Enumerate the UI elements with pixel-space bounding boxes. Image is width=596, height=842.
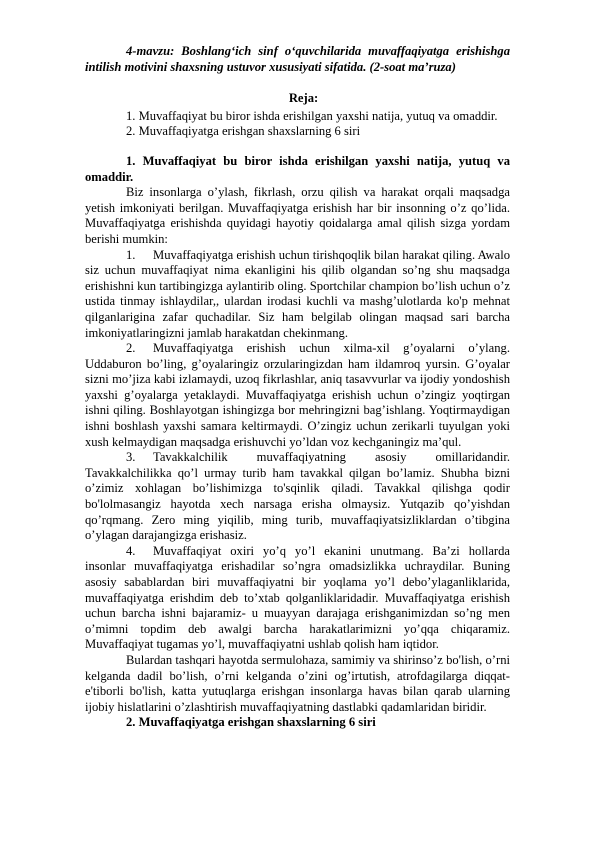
lecture-title: 4-mavzu: Boshlang‘ich sinf o‘quvchilarida muvaffaqiyatga erishishga intilish motivini shaxsning ustuvor xususiyati sifatida. (2-soat ma’ruza) <box>85 44 510 74</box>
rule-text: Muvaffaqiyat oxiri yo’q yo’l ekanini unutmang. Ba’zi hollarda insonlar muvaffaqiyatga erishadilar so’ngra omadsizlikka uchraydilar. Buning asosiy sabablardan biri muvaffaqiyatni bir yoqlama yo’l debo’ylaganliklarida, muvaffaqiyatga erishdim deb to’xtab qolganliklaridadir. Muvaffaqiyatga erishish uchun barcha ishni bajaramiz- u muayyan darajaga erishganimizdan so’ng men o’mimni topdim deb awalgi barcha harakatlarimizni yo’qqa chiqaramiz. Muvaffaqiyat tugamas yo’l, muvaffaqiyatni ushlab qolish ham iqtidor. <box>85 543 510 652</box>
section-1-intro: Biz insonlarga o’ylash, fikrlash, orzu qilish va harakat orqali maqsadga yetish imkoniyati berilgan. Muvaffaqiyatga erishish har bir insonning o’z qo’lida. Muvaffaqiyatga erishishda quyidagi hayotiy qoidalarga amal qilish sizga yordam berishi mumkin: <box>85 185 510 246</box>
closing-paragraph: Bulardan tashqari hayotda sermulohaza, samimiy va shirinso’z bo'lish, o’rni kelganda dadil bo’lish, o’rni kelganda o’zini og’irtutish, atrofdagilarga diqqat-e'tiborli bo'lish, katta yutuqlarga erishgan insonlarga havas bilan qarab ularning ijobiy hislatlarini o’zlashtirish muvaffaqiyatning dastlabki qadamlaridan biridir. <box>85 652 510 714</box>
rule-number: 1. <box>126 247 136 262</box>
rule-text: Muvaffaqiyatga erishish uchun xilma-xil g’oyalarni o’ylang. Uddaburon bo’ling, g’oyalaringiz orzularingizdan ham ildamroq yursin. G’oyalar sizni mo’jiza kabi izlamaydi, uzoq fikrlashlar, aniq tasavvurlar va ijodiy yondoshish yaxshi g’oyalarga yetaklaydi. Muvaffaqiyatga erishish uchun o’zingiz yoqtirgan ishni qiling. Boshlayotgan ishingizga bor mehringizni bag’ishlang. Yoqtirmaydigan ishni boshlash yaxshi samara keltirmaydi. O’zingiz uchun zerikarli tuyulgan yoki xush kelmaydigan maqsadga erishuvchi yo’ldan voz kechganingiz ma’qul. <box>85 341 510 449</box>
rule-text: Tavakkalchilik muvaffaqiyatning asosiy omillaridandir. Tavakkalchilikka qo’l urmay turib ham tavakkal qilgan bo’lamiz. Shubha bizni o’zimiz xohlagan bo’lishimizga to'sqinlik qiladi. Tavakkal qilishga qodir bo'lolmasangiz hayotda xech narsaga erisha olmaysiz. Yutqazib qo’yishdan qo’rqmang. Zero ming yiqilib, ming turib, muvaffaqiyatsizliklardan o’tibgina o’ylagan darajangizga erishasiz. <box>85 450 510 543</box>
document-page <box>85 44 510 731</box>
plan-item: 1. Muvaffaqiyat bu biror ishda erishilgan yaxshi natija, yutuq va omaddir. <box>126 108 498 123</box>
rule-paragraph-3 <box>85 450 510 544</box>
rule-number: 2. <box>126 341 136 356</box>
section-1-title: 1. Muvaffaqiyat bu biror ishda erishilgan yaxshi natija, yutuq va omaddir. <box>85 153 510 184</box>
rule-paragraph-4 <box>85 544 510 653</box>
rule-paragraph-2 <box>85 341 510 450</box>
plan-heading: Reja: <box>288 91 319 106</box>
rule-number: 3. <box>126 450 136 465</box>
rule-text: Muvaffaqiyatga erishish uchun tirishqoqlik bilan harakat qiling. Awalo siz uchun muvaffaqiyat nima ekanligini his qilib olgandan so’ng shu maqsadga erishishni kun tartibingizga aylantirib oling. Sportchilar champion bo’lish uchun o’z ustida tinmay ishlaydilar,, ulardan irodasi kuchli va mashg’ulotlarda ko'p mehnat qilganlarigina zafar quchadilar. Siz ham belgilab olingan maqsad sari barcha imkoniyatlaringizni jamlab harakatdan chekinmang. <box>85 247 510 340</box>
rule-paragraph-1 <box>85 248 510 342</box>
plan-list <box>85 109 510 140</box>
plan-item: 2. Muvaffaqiyatga erishgan shaxslarning 6 siri <box>126 124 361 139</box>
section-2-title: 2. Muvaffaqiyatga erishgan shaxslarning 6 siri <box>126 715 376 730</box>
rule-number: 4. <box>126 543 136 558</box>
